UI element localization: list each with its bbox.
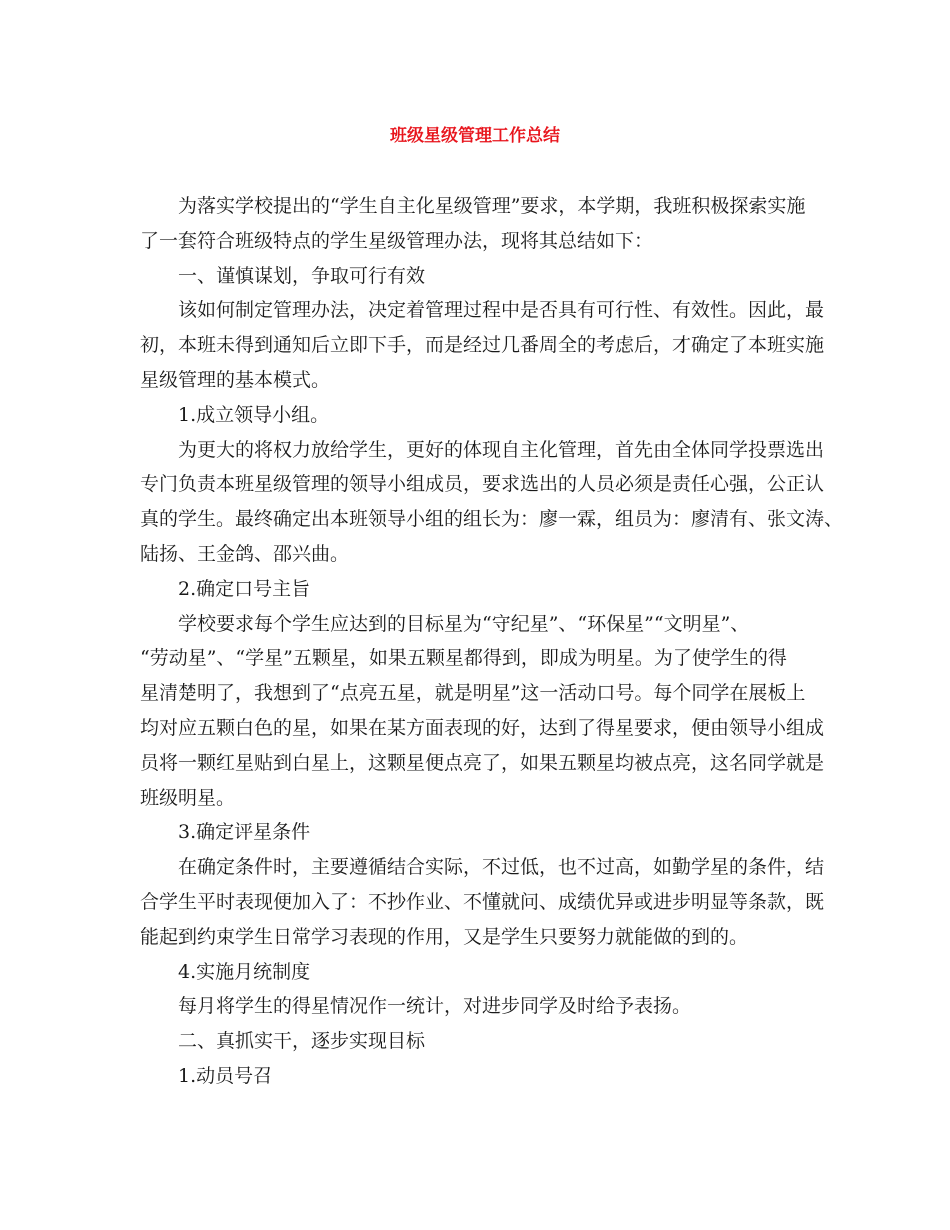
paragraph-line: 合学生平时表现便加入了：不抄作业、不懂就问、成绩优异或进步明显等条款，既 [140,890,825,913]
paragraph-line: 为更大的将权力放给学生，更好的体现自主化管理，首先由全体同学投票选出 [178,438,825,461]
paragraph-line: 员将一颗红星贴到白星上，这颗星便点亮了，如果五颗星均被点亮，这名同学就是 [140,751,825,774]
paragraph-line: 学校要求每个学生应达到的目标星为“守纪星”、“环保星”“文明星”、 [178,612,750,635]
document-title: 班级星级管理工作总结 [390,126,560,146]
paragraph-line: 每月将学生的得星情况作一统计，对进步同学及时给予表扬。 [178,995,692,1018]
paragraph-line: 为落实学校提出的“学生自主化星级管理”要求，本学期，我班积极探索实施 [178,195,806,217]
subsection-heading: 3.确定评星条件 [178,821,311,844]
paragraph-line: 陆扬、王金鸽、邵兴曲。 [140,542,350,565]
paragraph-line: 初，本班未得到通知后立即下手，而是经过几番周全的考虑后，才确定了本班实施 [140,334,825,357]
paragraph-line: 该如何制定管理办法，决定着管理过程中是否具有可行性、有效性。因此，最 [178,299,825,322]
subsection-heading: 1.成立领导小组。 [178,403,330,426]
paragraph-line: 班级明星。 [140,786,236,809]
paragraph-line: 星清楚明了，我想到了“点亮五星，就是明星”这一活动口号。每个同学在展板上 [140,682,806,705]
paragraph-line: 在确定条件时，主要遵循结合实际，不过低，也不过高，如勤学星的条件，结 [178,856,825,879]
subsection-heading: 2.确定口号主旨 [178,577,311,600]
paragraph-line: 均对应五颗白色的星，如果在某方面表现的好，达到了得星要求，便由领导小组成 [140,716,825,739]
paragraph-line: 能起到约束学生日常学习表现的作用，又是学生只要努力就能做的到的。 [140,925,749,948]
document-body [140,189,844,1094]
section-heading: 二、真抓实干，逐步实现目标 [178,1030,426,1053]
section-heading: 一、谨慎谋划，争取可行有效 [178,264,426,287]
paragraph-line: 星级管理的基本模式。 [140,368,331,391]
paragraph-line: “劳动星”、“学星”五颗星，如果五颗星都得到，即成为明星。为了使学生的得 [140,647,787,670]
subsection-heading: 4.实施月统制度 [178,960,311,983]
subsection-heading: 1.动员号召 [178,1064,273,1087]
paragraph-line: 专门负责本班星级管理的领导小组成员，要求选出的人员必须是责任心强，公正认 [140,473,825,496]
paragraph-line: 了一套符合班级特点的学生星级管理办法，现将其总结如下： [140,229,654,252]
paragraph-line: 真的学生。最终确定出本班领导小组的组长为：廖一霖，组员为：廖清有、张文涛、 [140,508,844,531]
